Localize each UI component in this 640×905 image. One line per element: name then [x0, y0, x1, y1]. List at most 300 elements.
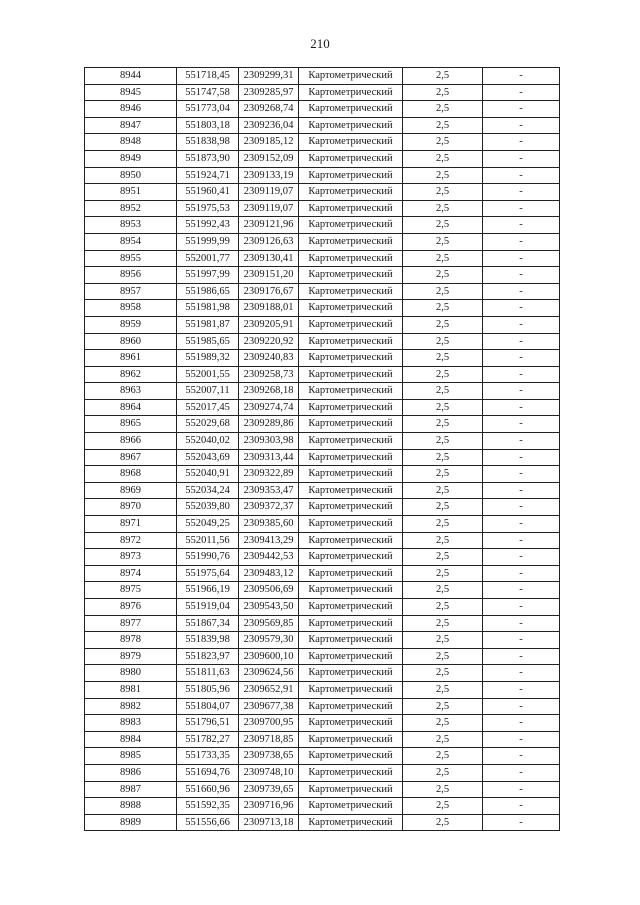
point-number-cell: 8964: [85, 399, 177, 416]
point-number-cell: 8977: [85, 615, 177, 632]
method-cell: Картометрический: [299, 233, 403, 250]
accuracy-cell: 2,5: [403, 399, 483, 416]
note-cell: -: [483, 300, 560, 317]
note-cell: -: [483, 267, 560, 284]
note-cell: -: [483, 101, 560, 118]
y-coordinate-cell: 2309188,01: [239, 300, 299, 317]
table-row: [85, 814, 560, 831]
note-cell: -: [483, 798, 560, 815]
table-row: [85, 482, 560, 499]
x-coordinate-cell: 551975,64: [177, 565, 239, 582]
method-cell: Картометрический: [299, 665, 403, 682]
accuracy-cell: 2,5: [403, 549, 483, 566]
table-row: [85, 84, 560, 101]
y-coordinate-cell: 2309274,74: [239, 399, 299, 416]
table-row: [85, 549, 560, 566]
accuracy-cell: 2,5: [403, 582, 483, 599]
accuracy-cell: 2,5: [403, 499, 483, 516]
accuracy-cell: 2,5: [403, 698, 483, 715]
note-cell: -: [483, 366, 560, 383]
note-cell: -: [483, 250, 560, 267]
note-cell: -: [483, 217, 560, 234]
note-cell: -: [483, 482, 560, 499]
method-cell: Картометрический: [299, 648, 403, 665]
x-coordinate-cell: 551773,04: [177, 101, 239, 118]
table-row: [85, 764, 560, 781]
y-coordinate-cell: 2309130,41: [239, 250, 299, 267]
accuracy-cell: 2,5: [403, 333, 483, 350]
x-coordinate-cell: 552011,56: [177, 532, 239, 549]
table-row: [85, 316, 560, 333]
method-cell: Картометрический: [299, 615, 403, 632]
method-cell: Картометрический: [299, 764, 403, 781]
note-cell: -: [483, 648, 560, 665]
x-coordinate-cell: 551989,32: [177, 350, 239, 367]
x-coordinate-cell: 551803,18: [177, 117, 239, 134]
note-cell: -: [483, 134, 560, 151]
accuracy-cell: 2,5: [403, 764, 483, 781]
table-row: [85, 731, 560, 748]
point-number-cell: 8967: [85, 449, 177, 466]
x-coordinate-cell: 551811,63: [177, 665, 239, 682]
y-coordinate-cell: 2309372,37: [239, 499, 299, 516]
y-coordinate-cell: 2309133,19: [239, 167, 299, 184]
x-coordinate-cell: 551999,99: [177, 233, 239, 250]
method-cell: Картометрический: [299, 549, 403, 566]
accuracy-cell: 2,5: [403, 84, 483, 101]
x-coordinate-cell: 551867,34: [177, 615, 239, 632]
accuracy-cell: 2,5: [403, 416, 483, 433]
coordinates-table-body: [85, 68, 560, 831]
accuracy-cell: 2,5: [403, 814, 483, 831]
point-number-cell: 8952: [85, 200, 177, 217]
point-number-cell: 8969: [85, 482, 177, 499]
accuracy-cell: 2,5: [403, 565, 483, 582]
x-coordinate-cell: 551986,65: [177, 283, 239, 300]
point-number-cell: 8957: [85, 283, 177, 300]
table-row: [85, 350, 560, 367]
accuracy-cell: 2,5: [403, 134, 483, 151]
page-number: 210: [310, 36, 330, 51]
point-number-cell: 8963: [85, 383, 177, 400]
x-coordinate-cell: 551592,35: [177, 798, 239, 815]
table-row: [85, 200, 560, 217]
note-cell: -: [483, 150, 560, 167]
y-coordinate-cell: 2309600,10: [239, 648, 299, 665]
method-cell: Картометрический: [299, 466, 403, 483]
table-row: [85, 267, 560, 284]
x-coordinate-cell: 551981,87: [177, 316, 239, 333]
x-coordinate-cell: 551997,99: [177, 267, 239, 284]
method-cell: Картометрический: [299, 499, 403, 516]
method-cell: Картометрический: [299, 814, 403, 831]
table-row: [85, 217, 560, 234]
note-cell: -: [483, 383, 560, 400]
y-coordinate-cell: 2309506,69: [239, 582, 299, 599]
accuracy-cell: 2,5: [403, 250, 483, 267]
method-cell: Картометрический: [299, 781, 403, 798]
table-row: [85, 599, 560, 616]
y-coordinate-cell: 2309716,96: [239, 798, 299, 815]
y-coordinate-cell: 2309268,18: [239, 383, 299, 400]
point-number-cell: 8949: [85, 150, 177, 167]
method-cell: Картометрический: [299, 798, 403, 815]
x-coordinate-cell: 551966,19: [177, 582, 239, 599]
accuracy-cell: 2,5: [403, 316, 483, 333]
point-number-cell: 8988: [85, 798, 177, 815]
point-number-cell: 8984: [85, 731, 177, 748]
x-coordinate-cell: 551556,66: [177, 814, 239, 831]
method-cell: Картометрический: [299, 416, 403, 433]
method-cell: Картометрический: [299, 599, 403, 616]
y-coordinate-cell: 2309236,04: [239, 117, 299, 134]
table-row: [85, 68, 560, 85]
y-coordinate-cell: 2309152,09: [239, 150, 299, 167]
point-number-cell: 8975: [85, 582, 177, 599]
method-cell: Картометрический: [299, 449, 403, 466]
note-cell: -: [483, 549, 560, 566]
x-coordinate-cell: 552017,45: [177, 399, 239, 416]
y-coordinate-cell: 2309483,12: [239, 565, 299, 582]
method-cell: Картометрический: [299, 433, 403, 450]
note-cell: -: [483, 283, 560, 300]
note-cell: -: [483, 665, 560, 682]
x-coordinate-cell: 552034,24: [177, 482, 239, 499]
point-number-cell: 8966: [85, 433, 177, 450]
x-coordinate-cell: 552007,11: [177, 383, 239, 400]
y-coordinate-cell: 2309285,97: [239, 84, 299, 101]
method-cell: Картометрический: [299, 715, 403, 732]
y-coordinate-cell: 2309739,65: [239, 781, 299, 798]
method-cell: Картометрический: [299, 482, 403, 499]
method-cell: Картометрический: [299, 681, 403, 698]
point-number-cell: 8989: [85, 814, 177, 831]
method-cell: Картометрический: [299, 200, 403, 217]
note-cell: -: [483, 399, 560, 416]
y-coordinate-cell: 2309748,10: [239, 764, 299, 781]
table-row: [85, 167, 560, 184]
method-cell: Картометрический: [299, 84, 403, 101]
x-coordinate-cell: 551782,27: [177, 731, 239, 748]
table-row: [85, 184, 560, 201]
y-coordinate-cell: 2309151,20: [239, 267, 299, 284]
table-row: [85, 648, 560, 665]
accuracy-cell: 2,5: [403, 532, 483, 549]
accuracy-cell: 2,5: [403, 200, 483, 217]
accuracy-cell: 2,5: [403, 433, 483, 450]
accuracy-cell: 2,5: [403, 798, 483, 815]
y-coordinate-cell: 2309652,91: [239, 681, 299, 698]
accuracy-cell: 2,5: [403, 449, 483, 466]
table-row: [85, 283, 560, 300]
y-coordinate-cell: 2309303,98: [239, 433, 299, 450]
method-cell: Картометрический: [299, 698, 403, 715]
y-coordinate-cell: 2309713,18: [239, 814, 299, 831]
method-cell: Картометрический: [299, 316, 403, 333]
method-cell: Картометрический: [299, 300, 403, 317]
note-cell: -: [483, 599, 560, 616]
point-number-cell: 8986: [85, 764, 177, 781]
method-cell: Картометрический: [299, 582, 403, 599]
y-coordinate-cell: 2309579,30: [239, 632, 299, 649]
point-number-cell: 8951: [85, 184, 177, 201]
table-row: [85, 582, 560, 599]
accuracy-cell: 2,5: [403, 184, 483, 201]
x-coordinate-cell: 551992,43: [177, 217, 239, 234]
point-number-cell: 8958: [85, 300, 177, 317]
point-number-cell: 8973: [85, 549, 177, 566]
note-cell: -: [483, 416, 560, 433]
method-cell: Картометрический: [299, 399, 403, 416]
table-row: [85, 681, 560, 698]
x-coordinate-cell: 551975,53: [177, 200, 239, 217]
table-row: [85, 333, 560, 350]
table-row: [85, 748, 560, 765]
accuracy-cell: 2,5: [403, 665, 483, 682]
note-cell: -: [483, 764, 560, 781]
table-row: [85, 698, 560, 715]
y-coordinate-cell: 2309121,96: [239, 217, 299, 234]
x-coordinate-cell: 552043,69: [177, 449, 239, 466]
note-cell: -: [483, 516, 560, 533]
method-cell: Картометрический: [299, 134, 403, 151]
point-number-cell: 8953: [85, 217, 177, 234]
accuracy-cell: 2,5: [403, 681, 483, 698]
table-row: [85, 300, 560, 317]
y-coordinate-cell: 2309543,50: [239, 599, 299, 616]
x-coordinate-cell: 551660,96: [177, 781, 239, 798]
y-coordinate-cell: 2309677,38: [239, 698, 299, 715]
note-cell: -: [483, 814, 560, 831]
y-coordinate-cell: 2309289,86: [239, 416, 299, 433]
y-coordinate-cell: 2309119,07: [239, 184, 299, 201]
y-coordinate-cell: 2309700,95: [239, 715, 299, 732]
y-coordinate-cell: 2309718,85: [239, 731, 299, 748]
point-number-cell: 8972: [85, 532, 177, 549]
table-row: [85, 383, 560, 400]
y-coordinate-cell: 2309268,74: [239, 101, 299, 118]
x-coordinate-cell: 552049,25: [177, 516, 239, 533]
method-cell: Картометрический: [299, 217, 403, 234]
y-coordinate-cell: 2309413,29: [239, 532, 299, 549]
accuracy-cell: 2,5: [403, 350, 483, 367]
table-row: [85, 466, 560, 483]
x-coordinate-cell: 551873,90: [177, 150, 239, 167]
note-cell: -: [483, 466, 560, 483]
point-number-cell: 8980: [85, 665, 177, 682]
y-coordinate-cell: 2309385,60: [239, 516, 299, 533]
note-cell: -: [483, 681, 560, 698]
x-coordinate-cell: 551733,35: [177, 748, 239, 765]
x-coordinate-cell: 552040,91: [177, 466, 239, 483]
method-cell: Картометрический: [299, 117, 403, 134]
method-cell: Картометрический: [299, 366, 403, 383]
note-cell: -: [483, 68, 560, 85]
x-coordinate-cell: 551838,98: [177, 134, 239, 151]
method-cell: Картометрический: [299, 516, 403, 533]
table-row: [85, 433, 560, 450]
y-coordinate-cell: 2309313,44: [239, 449, 299, 466]
point-number-cell: 8985: [85, 748, 177, 765]
x-coordinate-cell: 551960,41: [177, 184, 239, 201]
note-cell: -: [483, 84, 560, 101]
method-cell: Картометрический: [299, 250, 403, 267]
x-coordinate-cell: 551694,76: [177, 764, 239, 781]
method-cell: Картометрический: [299, 267, 403, 284]
point-number-cell: 8959: [85, 316, 177, 333]
note-cell: -: [483, 333, 560, 350]
accuracy-cell: 2,5: [403, 267, 483, 284]
point-number-cell: 8956: [85, 267, 177, 284]
note-cell: -: [483, 731, 560, 748]
x-coordinate-cell: 551796,51: [177, 715, 239, 732]
accuracy-cell: 2,5: [403, 466, 483, 483]
point-number-cell: 8970: [85, 499, 177, 516]
method-cell: Картометрический: [299, 632, 403, 649]
note-cell: -: [483, 350, 560, 367]
point-number-cell: 8976: [85, 599, 177, 616]
note-cell: -: [483, 532, 560, 549]
accuracy-cell: 2,5: [403, 516, 483, 533]
x-coordinate-cell: 551823,97: [177, 648, 239, 665]
note-cell: -: [483, 200, 560, 217]
note-cell: -: [483, 167, 560, 184]
accuracy-cell: 2,5: [403, 150, 483, 167]
note-cell: -: [483, 433, 560, 450]
x-coordinate-cell: 551805,96: [177, 681, 239, 698]
method-cell: Картометрический: [299, 68, 403, 85]
point-number-cell: 8946: [85, 101, 177, 118]
point-number-cell: 8960: [85, 333, 177, 350]
point-number-cell: 8981: [85, 681, 177, 698]
x-coordinate-cell: 551747,58: [177, 84, 239, 101]
y-coordinate-cell: 2309299,31: [239, 68, 299, 85]
note-cell: -: [483, 184, 560, 201]
y-coordinate-cell: 2309442,53: [239, 549, 299, 566]
accuracy-cell: 2,5: [403, 217, 483, 234]
x-coordinate-cell: 552039,80: [177, 499, 239, 516]
point-number-cell: 8978: [85, 632, 177, 649]
y-coordinate-cell: 2309126,63: [239, 233, 299, 250]
x-coordinate-cell: 551919,04: [177, 599, 239, 616]
accuracy-cell: 2,5: [403, 715, 483, 732]
table-row: [85, 665, 560, 682]
table-row: [85, 399, 560, 416]
x-coordinate-cell: 552001,55: [177, 366, 239, 383]
method-cell: Картометрический: [299, 350, 403, 367]
y-coordinate-cell: 2309176,67: [239, 283, 299, 300]
accuracy-cell: 2,5: [403, 648, 483, 665]
method-cell: Картометрический: [299, 184, 403, 201]
x-coordinate-cell: 551718,45: [177, 68, 239, 85]
table-row: [85, 615, 560, 632]
table-row: [85, 150, 560, 167]
point-number-cell: 8944: [85, 68, 177, 85]
accuracy-cell: 2,5: [403, 68, 483, 85]
accuracy-cell: 2,5: [403, 101, 483, 118]
note-cell: -: [483, 582, 560, 599]
point-number-cell: 8968: [85, 466, 177, 483]
table-row: [85, 798, 560, 815]
method-cell: Картометрический: [299, 383, 403, 400]
accuracy-cell: 2,5: [403, 167, 483, 184]
x-coordinate-cell: 551804,07: [177, 698, 239, 715]
note-cell: -: [483, 233, 560, 250]
table-row: [85, 366, 560, 383]
point-number-cell: 8979: [85, 648, 177, 665]
accuracy-cell: 2,5: [403, 482, 483, 499]
note-cell: -: [483, 781, 560, 798]
y-coordinate-cell: 2309738,65: [239, 748, 299, 765]
table-row: [85, 565, 560, 582]
accuracy-cell: 2,5: [403, 615, 483, 632]
note-cell: -: [483, 748, 560, 765]
point-number-cell: 8962: [85, 366, 177, 383]
x-coordinate-cell: 551981,98: [177, 300, 239, 317]
point-number-cell: 8954: [85, 233, 177, 250]
y-coordinate-cell: 2309205,91: [239, 316, 299, 333]
x-coordinate-cell: 551985,65: [177, 333, 239, 350]
method-cell: Картометрический: [299, 731, 403, 748]
table-row: [85, 632, 560, 649]
x-coordinate-cell: 551839,98: [177, 632, 239, 649]
accuracy-cell: 2,5: [403, 781, 483, 798]
x-coordinate-cell: 552029,68: [177, 416, 239, 433]
x-coordinate-cell: 552040,02: [177, 433, 239, 450]
accuracy-cell: 2,5: [403, 283, 483, 300]
method-cell: Картометрический: [299, 283, 403, 300]
accuracy-cell: 2,5: [403, 300, 483, 317]
y-coordinate-cell: 2309353,47: [239, 482, 299, 499]
table-row: [85, 101, 560, 118]
accuracy-cell: 2,5: [403, 233, 483, 250]
point-number-cell: 8950: [85, 167, 177, 184]
method-cell: Картометрический: [299, 150, 403, 167]
point-number-cell: 8945: [85, 84, 177, 101]
method-cell: Картометрический: [299, 333, 403, 350]
y-coordinate-cell: 2309240,83: [239, 350, 299, 367]
method-cell: Картометрический: [299, 532, 403, 549]
y-coordinate-cell: 2309569,85: [239, 615, 299, 632]
note-cell: -: [483, 449, 560, 466]
method-cell: Картометрический: [299, 565, 403, 582]
table-row: [85, 250, 560, 267]
x-coordinate-cell: 552001,77: [177, 250, 239, 267]
accuracy-cell: 2,5: [403, 731, 483, 748]
x-coordinate-cell: 551990,76: [177, 549, 239, 566]
note-cell: -: [483, 715, 560, 732]
method-cell: Картометрический: [299, 748, 403, 765]
point-number-cell: 8982: [85, 698, 177, 715]
point-number-cell: 8965: [85, 416, 177, 433]
y-coordinate-cell: 2309119,07: [239, 200, 299, 217]
accuracy-cell: 2,5: [403, 599, 483, 616]
table-row: [85, 117, 560, 134]
method-cell: Картометрический: [299, 167, 403, 184]
y-coordinate-cell: 2309258,73: [239, 366, 299, 383]
note-cell: -: [483, 698, 560, 715]
accuracy-cell: 2,5: [403, 748, 483, 765]
table-row: [85, 516, 560, 533]
y-coordinate-cell: 2309322,89: [239, 466, 299, 483]
point-number-cell: 8987: [85, 781, 177, 798]
note-cell: -: [483, 632, 560, 649]
table-row: [85, 715, 560, 732]
point-number-cell: 8955: [85, 250, 177, 267]
note-cell: -: [483, 499, 560, 516]
x-coordinate-cell: 551924,71: [177, 167, 239, 184]
note-cell: -: [483, 117, 560, 134]
